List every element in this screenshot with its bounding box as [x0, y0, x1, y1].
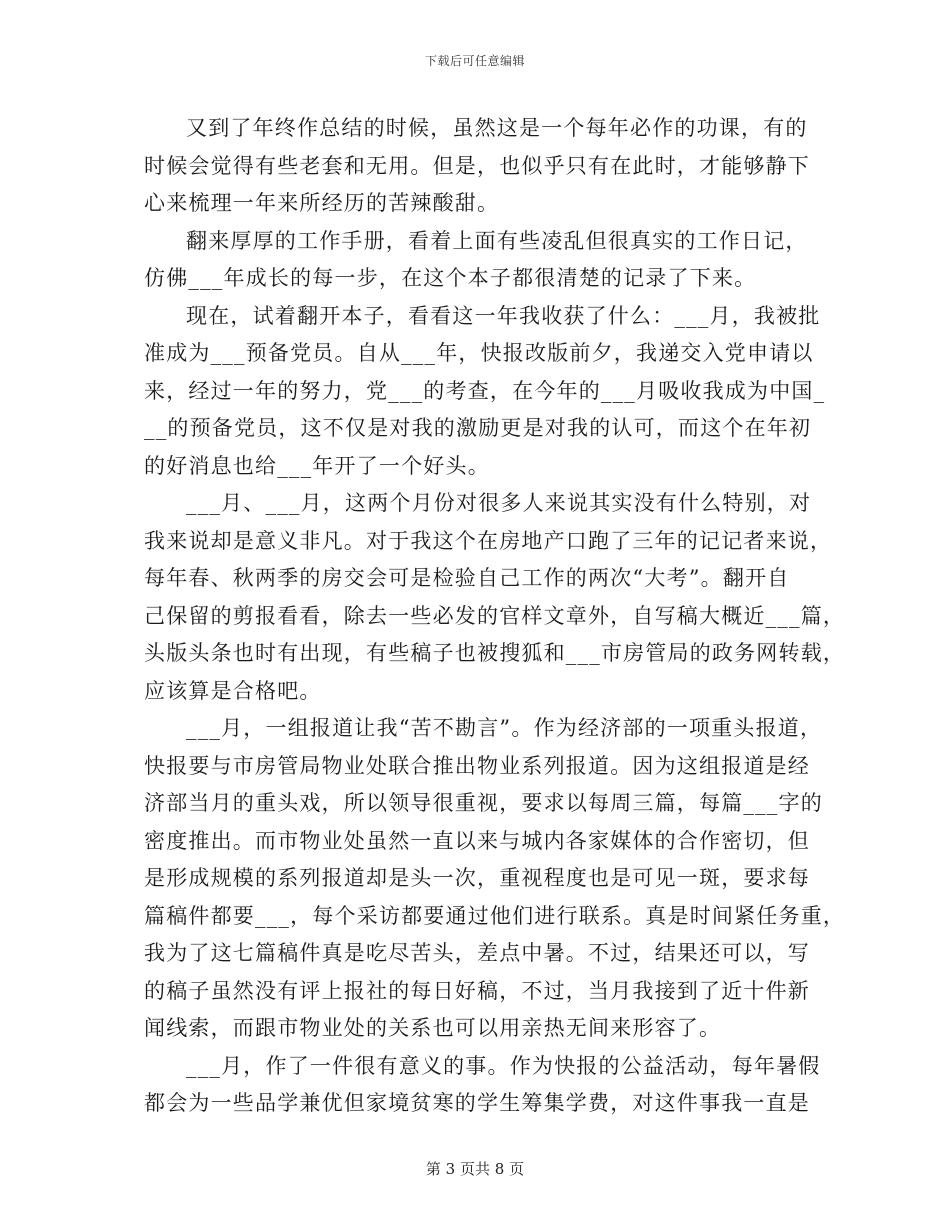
text-line: 每年春、秋两季的房交会可是检验自己工作的两次“大考”。翻开自: [144, 566, 790, 590]
text-line: 密度推出。而市物业处虽然一直以来与城内各家媒体的合作密切，但: [144, 828, 810, 853]
text-line: 又到了年终作总结的时候，虽然这是一个每年必作的功课，有的: [186, 116, 808, 140]
text-line: 头版头条也时有出现，有些稿子也被搜狐和___市房管局的政务网转载，: [144, 641, 846, 665]
text-line: 闻线索，而跟市物业处的关系也可以用亲热无间来形容了。: [144, 1016, 722, 1040]
text-line: 都会为一些品学兼优但家境贫寒的学生筹集学费，对这件事我一直是: [144, 1091, 810, 1115]
text-line: 己保留的剪报看看，除去一些必发的官样文章外，自写稿大概近___篇，: [144, 603, 846, 628]
text-line: 准成为___预备党员。自从___年，快报改版前夕，我递交入党申请以: [144, 341, 814, 365]
page-footer: 第 3 页共 8 页: [425, 1160, 525, 1178]
text-line: 是形成规模的系列报道却是头一次，重视程度也是可见一斑，要求每: [144, 866, 810, 890]
text-line: 篇稿件都要___，每个采访都要通过他们进行联系。真是时间紧任务重，: [144, 903, 846, 928]
text-line: 的好消息也给___年开了一个好头。: [144, 453, 490, 478]
page-header: 下载后可任意编辑: [424, 54, 525, 68]
text-line: 时候会觉得有些老套和无用。但是，也似乎只有在此时，才能够静下: [144, 153, 810, 178]
text-line: 济部当月的重头戏，所以领导很重视，要求以每周三篇，每篇___字的: [144, 791, 823, 815]
text-line: 心来梳理一年来所经历的苦辣酸甜。: [144, 191, 500, 215]
text-line: 我为了这七篇稿件真是吃尽苦头，差点中暑。不过，结果还可以，写: [144, 941, 810, 965]
document-body: [144, 110, 846, 1123]
text-line: 应该算是合格吧。: [144, 678, 322, 703]
text-line: 的稿子虽然没有评上报社的每日好稿，不过，当月我接到了近十件新: [144, 978, 810, 1003]
text-line: 来，经过一年的努力，党___的考查，在今年的___月吸收我成为中国_: [144, 378, 826, 403]
text-line: 我来说却是意义非凡。对于我这个在房地产口跑了三年的记记者来说，: [144, 528, 833, 553]
text-line: __的预备党员，这不仅是对我的激励更是对我的认可，而这个在年初: [144, 416, 812, 440]
text-line: 现在，试着翻开本子，看看这一年我收获了什么：___月，我被批: [186, 303, 821, 328]
text-line: ___月、___月，这两个月份对很多人来说其实没有什么特别，对: [186, 491, 812, 515]
text-line: ___月，一组报道让我“苦不勘言”。作为经济部的一项重头报道，: [186, 716, 823, 740]
text-line: 仿佛___年成长的每一步，在这个本子都很清楚的记录了下来。: [144, 266, 757, 290]
text-line: 翻来厚厚的工作手册，看着上面有些凌乱但很真实的工作日记，: [186, 228, 808, 253]
text-line: ___月，作了一件很有意义的事。作为快报的公益活动，每年暑假: [186, 1053, 821, 1078]
text-line: 快报要与市房管局物业处联合推出物业系列报道。因为这组报道是经: [144, 753, 810, 778]
